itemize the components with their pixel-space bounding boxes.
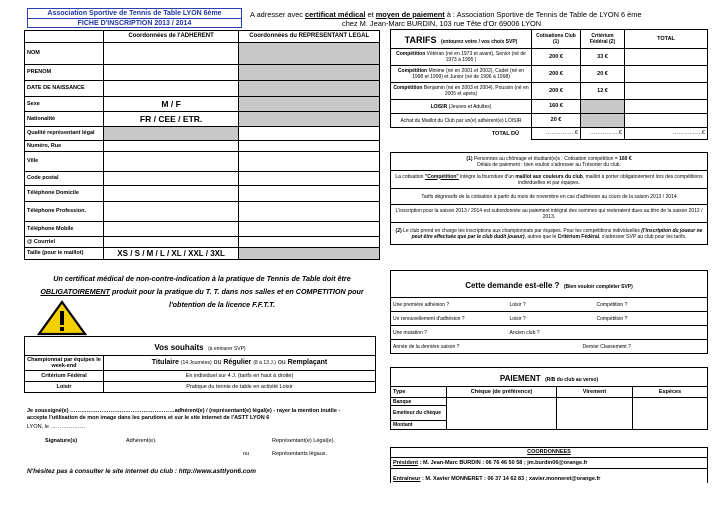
adherent-field-value[interactable] (103, 172, 239, 186)
note-competition: "Compétition" (424, 173, 459, 180)
address-line-2: chez M. Jean-Marc BURDIN, 103 rue Tête d'Or 69006 LYON (342, 19, 542, 28)
demande-cell[interactable]: Compétition ? (581, 298, 708, 312)
tarifs-col-crit: Critérium Fédéral (2) (581, 30, 625, 49)
representant-col-header: Coordonnées du REPRESENTANT LEGAL (239, 31, 380, 43)
tarifs-note: (entourez votre / vos choix SVP) (440, 39, 518, 45)
soussigne-line2: accepte l'utilisation de mon image dans les parutions et sur le site internet de l'ASTT LYON 6 (27, 415, 270, 421)
tarif-category: Compétition (396, 51, 426, 57)
adherent-row (25, 141, 380, 152)
adherent-field-label: Ville (25, 152, 104, 172)
representant-field-value (239, 81, 380, 97)
adherent-row (25, 127, 380, 141)
adherent-row (25, 237, 380, 248)
representant-field-value (239, 97, 380, 112)
address-post: à : Association Sportive de Tennis de Table de LYON 6 ème (444, 10, 642, 19)
demande-cell[interactable]: Un renouvellement d'adhésion ? (391, 312, 506, 326)
note-text: , s'adresser SVP au club pour les tarifs. (599, 233, 687, 240)
coord-name: : M. Xavier MONNERET : 06 37 14 62 83 ; xavier.monneret@orange.fr (420, 476, 601, 482)
demande-cell[interactable]: Loisir ? (506, 298, 581, 312)
adherent-field-label: PRENOM (25, 65, 104, 81)
adherent-field-label: DATE DE NAISSANCE (25, 81, 104, 97)
adherent-row (25, 81, 380, 97)
note-text: Personnes au chômage et étudiant(e)s : Cotisation compétition = (473, 155, 620, 162)
note-row (391, 223, 708, 245)
paiement-table (390, 367, 708, 430)
souhaits-row-label: Loisir (25, 382, 104, 393)
titulaire-note: (14 Journées) (180, 360, 212, 366)
warning-icon (37, 300, 87, 336)
tarif-total[interactable] (625, 114, 708, 128)
adherent-row (25, 112, 380, 127)
tarif-description (391, 49, 532, 66)
demande-cell[interactable]: Année de la dernière saison ? (391, 340, 506, 354)
paiement-note: (RIB du club au verso) (545, 377, 599, 383)
souhaits-table (24, 336, 376, 393)
header-association-box (27, 8, 242, 28)
adherent-field-value[interactable] (103, 202, 239, 222)
adherent-row (25, 97, 380, 112)
certificat-line3: l'obtention de la licence F.F.T.T. (168, 300, 276, 309)
certificat-line1: Un certificat médical de non-contre-indication à la pratique de Tennis de Table doit être (53, 274, 351, 283)
tarif-criterium[interactable]: 33 € (581, 49, 625, 66)
adherent-field-label: Téléphone Domicile (25, 186, 104, 202)
adherent-row (25, 172, 380, 186)
representant-field-value (239, 248, 380, 260)
adherent-field-label: Taille (pour le maillot) (25, 248, 104, 260)
tarifs-title-cell (391, 30, 532, 49)
demande-cell (506, 340, 581, 354)
tarif-row (391, 83, 708, 100)
paiement-cheque-cell[interactable] (447, 398, 557, 430)
adherent-row (25, 186, 380, 202)
paiement-row-label: Banque (391, 398, 447, 406)
adherent-field-label: Nationalité (25, 112, 104, 127)
titulaire-text: Titulaire (151, 359, 179, 366)
tarif-category: Compétition (393, 85, 423, 91)
site-note: N'hésitez pas à consulter le site internet du club : http://www.asttlyon6.com (27, 468, 256, 475)
tarif-category: LOISIR (430, 103, 448, 110)
tarif-description (391, 100, 532, 114)
tarif-text: Minime (né en 2001 et 2002), Cadet (né en 1998 et 1999) et Junior (né de 1996 à 1998) (412, 68, 525, 80)
demande-row (391, 298, 708, 312)
total-cot: …………….€ (532, 128, 581, 140)
demande-table (390, 270, 708, 354)
tarif-text: Benjamin (né en 2003 et 2004), Poussin (né en 2005 et après) (422, 85, 529, 97)
total-total: …………….€ (625, 128, 708, 140)
note-row (391, 171, 708, 189)
address-pre: A adresser avec (250, 10, 306, 19)
paiement-row-label: Emetteur du chèque (391, 406, 447, 421)
paiement-virement-cell[interactable] (557, 398, 633, 430)
adherent-field-label: Téléphone Profession. (25, 202, 104, 222)
certificat-line2b: produit pour la pratique du T. T. dans nos salles et en COMPETITION pour (109, 287, 364, 296)
adherent-field-value[interactable] (103, 141, 239, 152)
adherent-row (25, 65, 380, 81)
ou-text-2: ou (277, 359, 286, 366)
adherent-field-value (103, 127, 239, 141)
adherent-corner (25, 31, 104, 43)
representant-field-value[interactable] (239, 152, 380, 172)
adherent-field-value[interactable] (103, 43, 239, 65)
adherent-row (25, 43, 380, 65)
adherent-field-label: Numéro, Rue (25, 141, 104, 152)
note-criterium: Critérium Fédéral (557, 233, 600, 240)
representant-field-value[interactable] (239, 127, 380, 141)
tarif-criterium[interactable]: 20 € (581, 66, 625, 83)
tarif-cotisation[interactable]: 200 € (532, 49, 581, 66)
souhaits-note: (à entourer SVP) (208, 346, 246, 352)
demande-title-cell (391, 271, 708, 298)
demande-row (391, 326, 708, 340)
note-row: L'inscription pour la saison 2013 / 2014 est subordonnée au paiement intégral des sommes qui resteraient dues au titre de la saison 2012 / 2013. (391, 205, 708, 223)
regulier-text: Régulier (223, 359, 252, 366)
souhaits-row-value: En individuel sur 4 J. (tarifs en haut à droite) (104, 371, 376, 382)
tarifs-col-total: TOTAL (625, 30, 708, 49)
demande-cell[interactable]: Ancien club ? (506, 326, 581, 340)
adherent-field-value[interactable] (103, 237, 239, 248)
tarif-cotisation[interactable]: 20 € (532, 114, 581, 128)
representant-field-value (239, 43, 380, 65)
total-label: TOTAL DÛ (491, 130, 519, 137)
note-row (391, 153, 708, 171)
paiement-col: Espèces (633, 387, 708, 398)
adherent-field-value[interactable] (103, 81, 239, 97)
coordonnees-row (391, 458, 708, 469)
note-text: intègre la fourniture d'un (458, 173, 516, 180)
paiement-title: PAIEMENT (499, 374, 541, 383)
tarif-cotisation[interactable]: 200 € (532, 66, 581, 83)
note-maillot: maillot aux couleurs du club (515, 173, 583, 180)
demande-row (391, 312, 708, 326)
representant-field-value[interactable] (239, 237, 380, 248)
remplacant-text: Remplaçant (287, 359, 328, 366)
souhaits-row-value: Pratique du tennis de table en activité Loisir (104, 382, 376, 393)
tarif-total[interactable] (625, 83, 708, 100)
tarif-total[interactable] (625, 49, 708, 66)
paiement-row-label: Montant (391, 421, 447, 430)
souhaits-title-cell (25, 337, 376, 356)
demande-row (391, 340, 708, 354)
tarif-description (391, 83, 532, 100)
demande-cell[interactable]: Dernier Classement ? (581, 340, 708, 354)
note-text: Délais de paiement : bien vouloir s'adresser au Trésorier du club. (477, 161, 621, 168)
tarif-row (391, 100, 708, 114)
tarif-criterium[interactable]: 12 € (581, 83, 625, 100)
adherent-field-label: Sexe (25, 97, 104, 112)
coordonnees-title: COORDONNEES (391, 448, 708, 458)
signature-representant: Représentant(e) Légal(e). (272, 438, 335, 444)
souhaits-title: Vos souhaits (154, 343, 204, 352)
tarif-total[interactable] (625, 100, 708, 114)
fiche-title: FICHE D'INSCRIPTION 2013 / 2014 (28, 18, 241, 28)
ou-text: ou (213, 359, 222, 366)
demande-title: Cette demande est-elle ? (465, 281, 560, 290)
paiement-title-cell (391, 368, 708, 387)
obligatoirement-text: OBLIGATOIREMENT (40, 287, 110, 296)
note-price: 160 € (619, 155, 632, 162)
signature-representants: Représentants légaux. (272, 451, 328, 457)
representant-field-value[interactable] (239, 186, 380, 202)
adherent-field-label: Qualité représentant légal (25, 127, 104, 141)
souhaits-row-label: Critérium Fédéral (25, 371, 104, 382)
coord-role: Président (393, 459, 419, 466)
note-text: , autres que le (524, 233, 558, 240)
note-text: Le club prend en charge les inscriptions aux championnats par équipes. Pour les compétitions individuelles (403, 227, 642, 234)
adherent-field-label: @ Courriel (25, 237, 104, 248)
notes-table (390, 152, 708, 245)
adherent-field-value[interactable] (103, 222, 239, 237)
certificat-text: certificat médical (305, 10, 366, 19)
paiement-especes-cell[interactable] (633, 398, 708, 430)
adherent-field-value[interactable] (103, 152, 239, 172)
soussigne-date: LYON, le ………………. (27, 424, 85, 430)
tarif-description (391, 114, 532, 128)
tarif-row (391, 114, 708, 128)
adherent-row (25, 152, 380, 172)
note-row: Tarifs dégressifs de la cotisation à partir du mois de novembre en cas d'adhésion au cours de la saison 2013 / 2014 (391, 189, 708, 205)
tarif-total[interactable] (625, 66, 708, 83)
tarif-row (391, 66, 708, 83)
tarifs-title: TARIFS (404, 35, 437, 45)
note-marker: (1) (466, 155, 474, 162)
adherent-field-label: Téléphone Mobile (25, 222, 104, 237)
demande-cell (581, 326, 708, 340)
association-name: Association Sportive de Tennis de Table LYON 6ème (47, 10, 222, 17)
demande-cell[interactable]: Une première adhésion ? (391, 298, 506, 312)
representant-field-value[interactable] (239, 222, 380, 237)
adherent-field-value[interactable]: M / F (103, 97, 239, 112)
representant-field-value[interactable] (239, 202, 380, 222)
moyen-text: moyen de paiement (375, 10, 445, 19)
address-line (250, 10, 710, 19)
signature-label: Signature(s) (45, 438, 78, 444)
adherent-field-value[interactable] (103, 186, 239, 202)
regulier-note: (8 à 13 J.) (253, 360, 276, 366)
adherent-field-value[interactable] (103, 65, 239, 81)
adherent-col-header: Coordonnées de l'ADHERENT (103, 31, 239, 43)
tarif-description (391, 66, 532, 83)
note-emphasis: (l'inscription du joueur ne peut être effectuée que par le club dudit joueur) (411, 227, 703, 240)
paiement-col: Chèque (de préférence) (447, 387, 557, 398)
signature-adherent: Adhérent(e). (126, 438, 157, 444)
total-crit: …………….€ (581, 128, 625, 140)
tarif-criterium (581, 114, 625, 128)
coordonnees-row (391, 469, 708, 483)
tarif-cotisation[interactable]: 200 € (532, 83, 581, 100)
coord-role: Entraîneur (393, 476, 421, 482)
souhaits-row-value (104, 356, 376, 371)
adherent-row (25, 248, 380, 260)
tarif-text: Vétéran (né en 1973 et avant), Senior (né de 1973 à 1995 ) (425, 51, 526, 63)
soussigne-line1: Je soussigné(e) …………………………………………………adhérent(e) / (représentant(e) légal(e) - rayer la mention inutile - (27, 408, 341, 414)
note-marker: (2) (395, 227, 404, 234)
demande-cell[interactable]: Une mutation ? (391, 326, 506, 340)
demande-note: (Bien vouloir compléter SVP) (563, 284, 633, 290)
address-mid: et (365, 10, 376, 19)
adherent-row (25, 222, 380, 237)
souhaits-row-label: Championnat par équipes le week-end (25, 356, 104, 371)
note-text: La cotisation (395, 173, 425, 180)
tarif-text: (Jeunes et Adultes) (447, 103, 492, 110)
adherent-field-label: Code postal (25, 172, 104, 186)
tarif-category: Compétition (397, 68, 428, 74)
adherent-field-value[interactable]: XS / S / M / L / XL / XXL / 3XL (103, 248, 239, 260)
adherent-table (24, 30, 380, 260)
coord-name: : M. Jean-Marc BURDIN : 06 76 46 50 58 ; jm.burdin06@orange.fr (418, 459, 588, 466)
tarif-text: Achat du Maillot du Club par un(e) adhérent(e) LOISIR (400, 117, 522, 124)
tarifs-col-cot: Cotisations Club (1) (532, 30, 581, 49)
adherent-field-label: NOM (25, 43, 104, 65)
demande-cell[interactable]: Loisir ? (506, 312, 581, 326)
tarif-cotisation[interactable]: 160 € (532, 100, 581, 114)
tarif-criterium (581, 100, 625, 114)
signature-ou: ou (243, 451, 250, 457)
note-text: , maillot à porter obligatoirement lors des compétitions individuelles et par équipes. (518, 173, 703, 186)
representant-field-value (239, 112, 380, 127)
paiement-col: Type (391, 387, 447, 398)
certificat-line2 (24, 285, 380, 298)
tarifs-table (390, 29, 708, 140)
paiement-col: Virement (557, 387, 633, 398)
adherent-row (25, 202, 380, 222)
representant-field-value[interactable] (239, 172, 380, 186)
adherent-field-value[interactable]: FR / CEE / ETR. (103, 112, 239, 127)
representant-field-value (239, 65, 380, 81)
representant-field-value[interactable] (239, 141, 380, 152)
tarif-row (391, 49, 708, 66)
coordonnees-table (390, 447, 708, 483)
demande-cell[interactable]: Compétition ? (581, 312, 708, 326)
